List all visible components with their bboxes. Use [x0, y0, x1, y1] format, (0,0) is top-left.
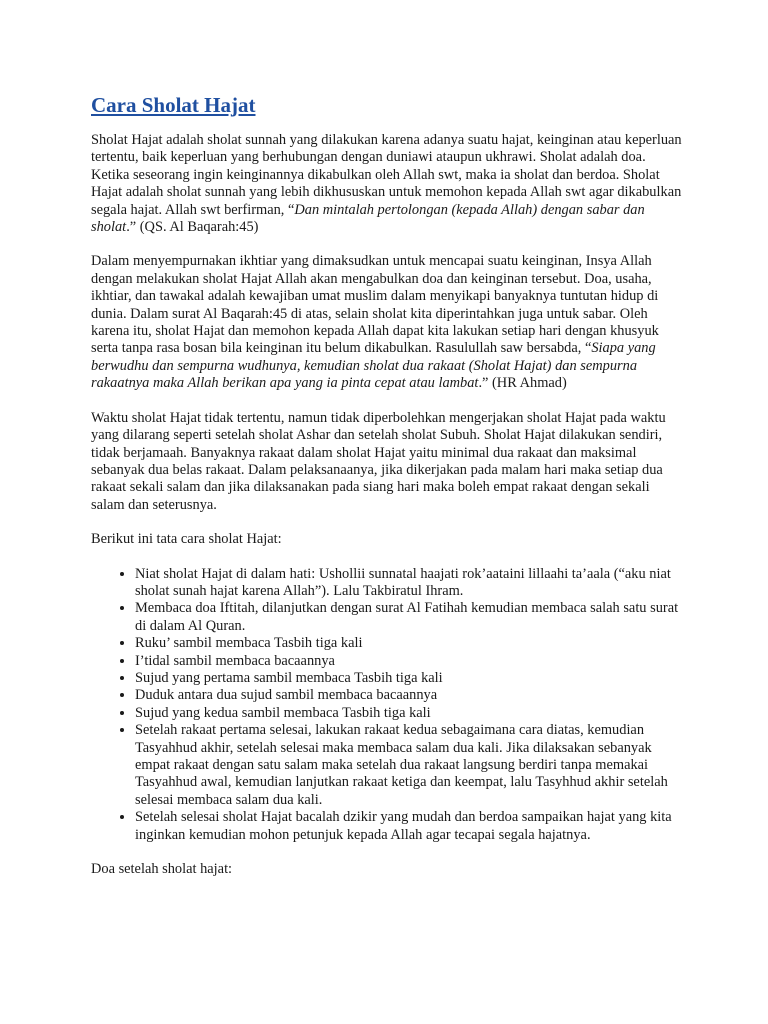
list-item: • Sujud yang kedua sambil membaca Tasbih tiga kali	[135, 705, 683, 722]
paragraph-ikhtiar-text: Dalam menyempurnakan ikhtiar yang dimaksudkan untuk mencapai suatu keinginan, Insya Allah dengan melakukan sholat Hajat Allah akan mengabulkan doa dan keinginan tersebut. Doa, usaha, ikhtiar, dan tawakal adalah kewajiban umat muslim dalam menyikapi banyaknya tuntutan hidup di dunia. Dalam surat Al Baqarah:45 di atas, selain sholat kita diperintahkan juga untuk sabar. Oleh karena itu, sholat Hajat dan memohon kepada Allah dapat kita lakukan setiap hari dengan khusyuk serta tanpa rasa bosan bila keinginan itu belum dikabulkan. Rasulullah saw bersabda, “	[91, 253, 659, 357]
page-title[interactable]: Cara Sholat Hajat	[91, 93, 256, 117]
list-item: • Niat sholat Hajat di dalam hati: Ushollii sunnatal haajati rok’aataini lillaahi ta’aala (“aku niat sholat sunah hajat karena Allah”). Lalu Takbiratul Ihram.	[135, 566, 683, 601]
paragraph-ikhtiar	[91, 253, 683, 392]
hadith-citation: .” (HR Ahmad)	[478, 375, 567, 392]
list-item: • I’tidal sambil membaca bacaannya	[135, 653, 683, 670]
quran-quote: Dan mintalah pertolongan (kepada Allah) dengan sabar dan sholat	[91, 201, 645, 236]
list-item: • Setelah rakaat pertama selesai, lakukan rakaat kedua sebagaimana cara diatas, kemudian Tasyahhud akhir, setelah selesai maka membaca salam dua kali. Jika dilaksakan sebanyak empat rakaat dengan satu salam maka setelah dua rakaat langsung berdiri tanpa memakai Tasyahhud awal, kemudian lanjutkan rakaat ketiga dan keempat, lalu Tasyhhud akhir setelah selesai membaca salam dua kali.	[135, 722, 683, 809]
list-item: • Duduk antara dua sujud sambil membaca bacaannya	[135, 687, 683, 704]
list-item: • Membaca doa Iftitah, dilanjutkan dengan surat Al Fatihah kemudian membaca salah satu surat di dalam Al Quran.	[135, 600, 683, 635]
paragraph-waktu: Waktu sholat Hajat tidak tertentu, namun tidak diperbolehkan mengerjakan sholat Hajat pada waktu yang dilarang seperti setelah sholat Ashar dan setelah sholat Subuh. Sholat Hajat dilakukan sendiri, tidak berjamaah. Banyaknya rakaat dalam sholat Hajat yaitu minimal dua rakaat dan maksimal sebanyak dua belas rakaat. Dalam pelaksanaanya, jika dikerjakan pada malam hari maka setiap dua rakaat sekali salam dan jika dilaksanakan pada siang hari maka boleh empat rakaat dengan sekali salam dan seterusnya.	[91, 409, 666, 513]
list-item: • Sujud yang pertama sambil membaca Tasbih tiga kali	[135, 670, 683, 687]
list-item: • Ruku’ sambil membaca Tasbih tiga kali	[135, 635, 683, 652]
list-item: • Setelah selesai sholat Hajat bacalah dzikir yang mudah dan berdoa sampaikan hajat yang kita inginkan kemudian mohon petunjuk kepada Allah agar tecapai segala hajatnya.	[135, 809, 683, 844]
hadith-quote: Siapa yang berwudhu dan sempurna wudhunya, kemudian sholat dua rakaat (Sholat Hajat) dan sempurna rakaatnya maka Allah berikan apa yang ia pinta cepat atau lambat	[91, 340, 656, 392]
quran-citation: .” (QS. Al Baqarah:45)	[126, 219, 259, 236]
steps-list	[91, 566, 683, 845]
list-intro: Berikut ini tata cara sholat Hajat:	[91, 531, 282, 548]
paragraph-intro	[91, 132, 683, 236]
paragraph-intro-text: Sholat Hajat adalah sholat sunnah yang dilakukan karena adanya suatu hajat, keinginan atau keperluan tertentu, baik keperluan yang berhubungan dengan duniawi ataupun ukhrawi. Sholat adalah doa. Ketika seseorang ingin keinginannya dikabulkan oleh Allah swt, maka ia sholat dan berdoa. Sholat Hajat adalah sholat sunnah yang lebih dikhususkan untuk memohon kepada Allah swt agar dikabulkan segala hajat. Allah swt berfirman, “	[91, 132, 682, 218]
document-body	[91, 92, 683, 895]
closing-heading: Doa setelah sholat hajat:	[91, 861, 233, 878]
